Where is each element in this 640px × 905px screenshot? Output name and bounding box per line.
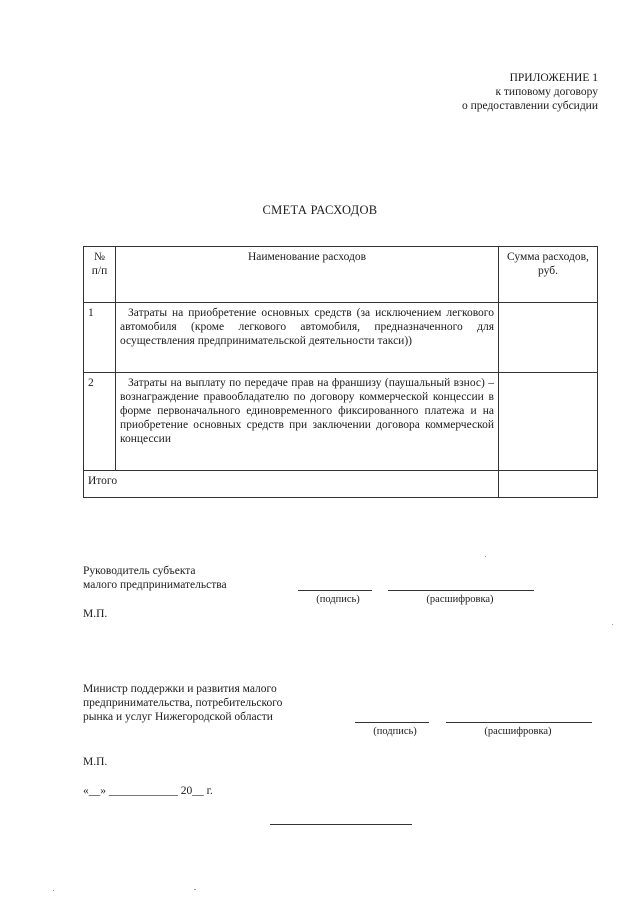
minister-title-line3: рынка и услуг Нижегородской области — [83, 711, 273, 723]
signature-block-head — [83, 564, 227, 592]
signer-title-line2: малого предпринимательства — [83, 579, 227, 591]
row-sum — [499, 373, 598, 471]
scan-speck — [53, 890, 54, 891]
minister-title-line1: Министр поддержки и развития малого — [83, 683, 277, 695]
row-name-text: Затраты на приобретение основных средств (за исключением легкового автомобиля (кроме легкового автомобиля, предназначенного для осуществления предпринимательской деятельности такси)) — [120, 307, 494, 347]
seal-label: М.П. — [83, 756, 108, 768]
row-name-text: Затраты на выплату по передаче прав на франшизу (паушальный взнос) – вознаграждение правообладателю по договору коммерческой концессии в форме первоначального единовременного фиксированного платежа и на приобретение основных средств при заключении договора коммерческой концессии — [120, 377, 494, 445]
scan-speck — [485, 556, 486, 557]
appendix-header — [462, 71, 598, 113]
total-row — [84, 471, 598, 498]
decoding-line — [446, 722, 592, 723]
decoding-caption: (расшифровка) — [426, 594, 494, 605]
signature-caption: (подпись) — [373, 726, 417, 737]
signature-line — [298, 590, 372, 591]
table-row — [84, 303, 598, 373]
scan-speck — [194, 889, 196, 890]
signature-caption: (подпись) — [316, 594, 360, 605]
row-name — [116, 373, 499, 471]
minister-block — [83, 682, 282, 724]
appendix-subtitle: к типовому договору — [495, 86, 598, 98]
appendix-subtitle-2: о предоставлении субсидии — [461, 100, 598, 112]
header-sum: Сумма расходов, руб. — [499, 247, 598, 303]
signer-title-line1: Руководитель субъекта — [83, 565, 196, 577]
row-num: 2 — [84, 373, 116, 471]
signature-line — [355, 722, 429, 723]
header-num: № п/п — [84, 247, 116, 303]
decoding-caption: (расшифровка) — [484, 726, 552, 737]
table-header-row — [84, 247, 598, 303]
bottom-divider — [270, 824, 412, 825]
total-label: Итого — [84, 471, 499, 498]
estimate-table — [83, 246, 598, 498]
row-sum — [499, 303, 598, 373]
total-value — [499, 471, 598, 498]
minister-title-line2: предпринимательства, потребительского — [83, 697, 283, 709]
scan-speck — [612, 624, 613, 625]
decoding-line — [388, 590, 534, 591]
seal-label: М.П. — [83, 608, 108, 620]
row-name — [116, 303, 499, 373]
document-title: СМЕТА РАСХОДОВ — [262, 203, 378, 217]
header-name: Наименование расходов — [116, 247, 499, 303]
date-line: «__» ____________ 20__ г. — [83, 785, 213, 797]
table-row — [84, 373, 598, 471]
appendix-title: ПРИЛОЖЕНИЕ 1 — [509, 72, 598, 84]
row-num: 1 — [84, 303, 116, 373]
